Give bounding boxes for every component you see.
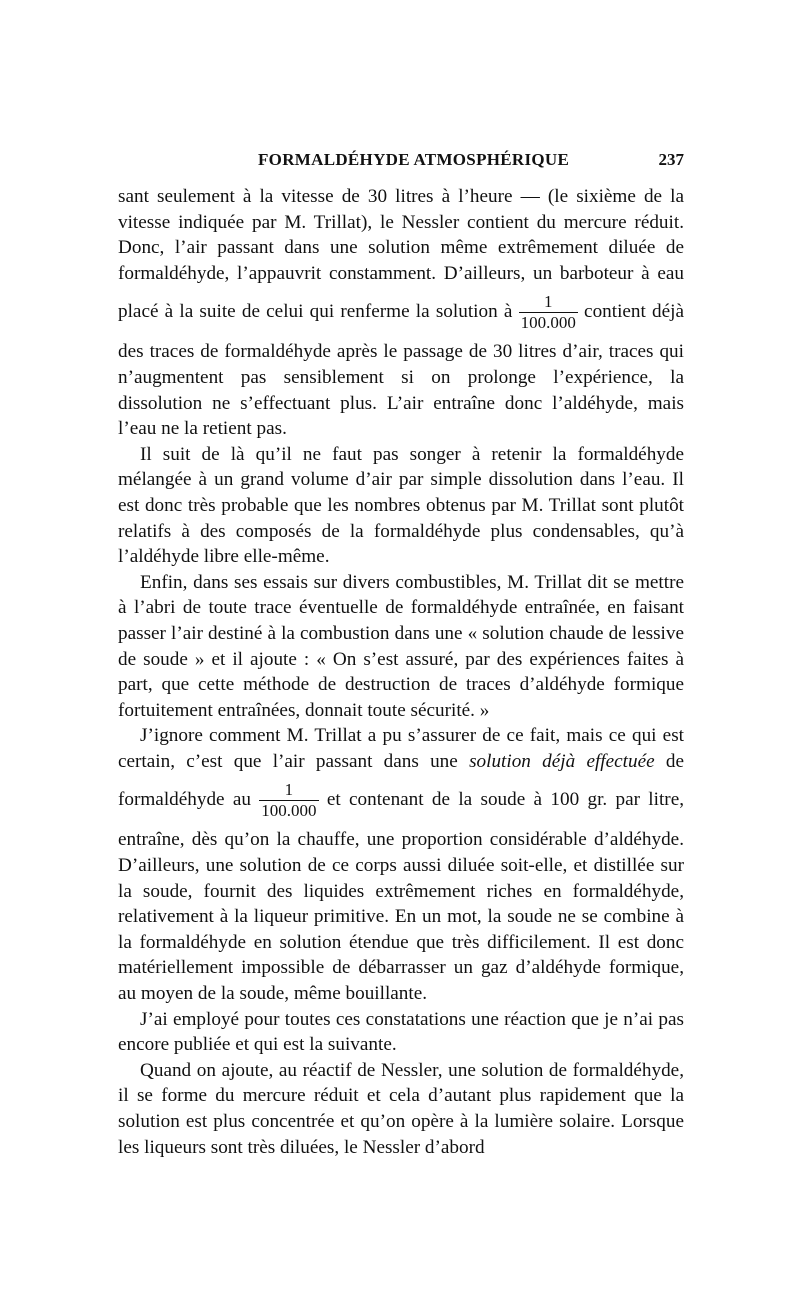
- fraction-1-denominator: 100.000: [520, 313, 576, 333]
- fraction-1: [519, 292, 578, 333]
- fraction-2-denominator: 100.000: [261, 801, 317, 821]
- paragraph-4: [118, 723, 684, 1006]
- paragraph-1-part-b: contient déjà des traces de formaldéhyde après le passage de 30 litres d’air, traces qui n’augmentent pas sensiblement si on prolonge l’expérience, la dissolution ne s’effectuant plus. L’air entraîne donc l’aldéhyde, mais l’eau ne la retient pas.: [118, 301, 685, 440]
- paragraph-4-emphasis: solution déjà effectuée: [469, 750, 655, 772]
- paragraph-1: [118, 184, 684, 442]
- running-title: FORMALDÉHYDE ATMOSPHÉRIQUE: [258, 150, 570, 169]
- paragraph-1-part-a: sant seulement à la vitesse de 30 litres à l’heure — (le sixième de la vitesse indiquée par M. Trillat), le Nessler contient du mercure réduit. Donc, l’air passant dans une solution même extrêmement diluée de formaldéhyde, l’appauvrit constamment. D’ailleurs, un barboteur à eau placé à la suite de celui qui renferme la solution à: [118, 186, 684, 323]
- paragraph-4-part-b: de formaldéhyde au: [118, 750, 685, 811]
- fraction-1-numerator: 1: [543, 292, 553, 312]
- body-text: [118, 184, 684, 1160]
- page-number: 237: [658, 150, 684, 169]
- paragraph-4-part-a: J’ignore comment M. Trillat a pu s’assurer de ce fait, mais ce qui est certain, c’est que l’air passant dans une: [118, 725, 684, 772]
- fraction-2: [259, 780, 318, 821]
- page-header: [118, 150, 684, 174]
- paragraph-6: Quand on ajoute, au réactif de Nessler, une solution de formaldéhyde, il se forme du mercure réduit et cela d’autant plus rapidement que la solution est plus concentrée et qu’on opère à la lumière solaire. Lorsque les liqueurs sont très diluées, le Nessler d’abord: [118, 1059, 684, 1158]
- paragraph-4-part-c: et contenant de la soude à 100 gr. par litre, entraîne, dès qu’on la chauffe, une proportion considérable d’aldéhyde. D’ailleurs, une solution de ce corps aussi diluée soit-elle, et distillée sur la soude, fournit des liquides extrêmement riches en formaldéhyde, relativement à la liqueur primitive. En un mot, la soude ne se combine à la formaldéhyde en solution étendue que très difficilement. Il est donc matériellement impossible de débarrasser un gaz d’aldéhyde formique, au moyen de la soude, même bouillante.: [118, 789, 685, 1005]
- paragraph-2: Il suit de là qu’il ne faut pas songer à retenir la formaldéhyde mélangée à un grand volume d’air par simple dissolution dans l’eau. Il est donc très probable que les nombres obtenus par M. Trillat sont plutôt relatifs à des composés de la formaldéhyde plus condensables, qu’à l’aldéhyde libre elle-même.: [118, 443, 684, 568]
- fraction-2-numerator: 1: [284, 780, 294, 800]
- paragraph-5: J’ai employé pour toutes ces constatations une réaction que je n’ai pas encore publiée et qui est la suivante.: [118, 1008, 684, 1056]
- paragraph-3: Enfin, dans ses essais sur divers combustibles, M. Trillat dit se mettre à l’abri de toute trace éventuelle de formaldéhyde entraînée, en faisant passer l’air destiné à la combustion dans une « solution chaude de lessive de soude » et il ajoute : « On s’est assuré, par des expériences faites à part, que cette méthode de destruction de traces d’aldéhyde formique fortuitement entraînées, donnait toute sécurité. »: [118, 571, 684, 721]
